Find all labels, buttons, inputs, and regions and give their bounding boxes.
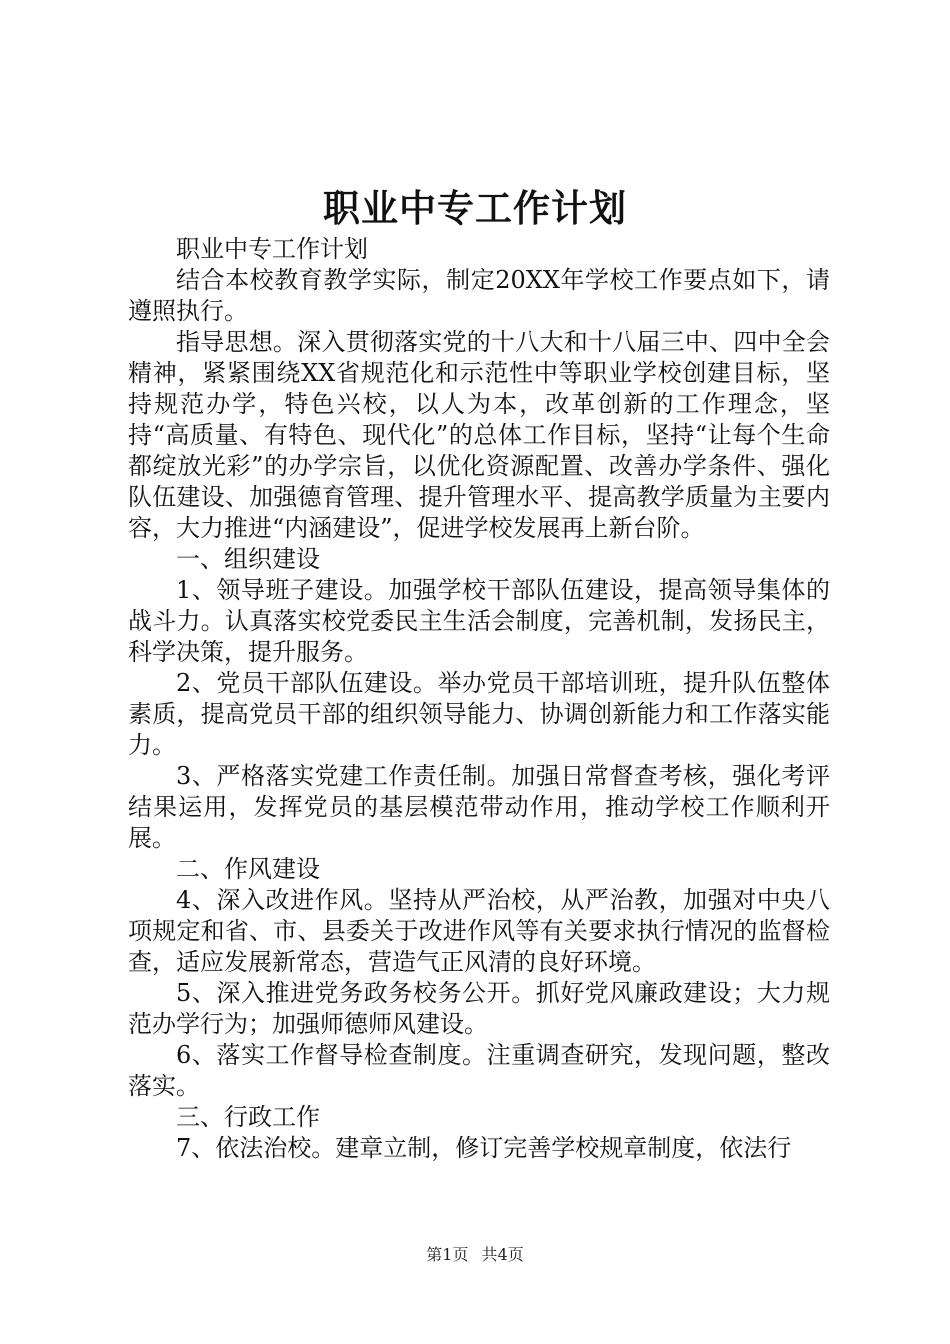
page-number: 第1页: [426, 1245, 469, 1264]
page-total: 共4页: [481, 1245, 524, 1264]
section-heading-style: 二、作风建设: [176, 855, 320, 883]
section-heading-organization: 一、组织建设: [176, 545, 320, 573]
paragraph-intro: 结合本校教育教学实际，制定20XX年学校工作要点如下，请遵照执行。: [128, 266, 830, 325]
paragraph-item-6: 6、落实工作督导检查制度。注重调查研究，发现问题，整改落实。: [128, 1041, 830, 1100]
paragraph-subtitle: 职业中专工作计划: [176, 235, 368, 263]
paragraph-item-1: 1、领导班子建设。加强学校干部队伍建设，提高领导集体的战斗力。认真落实校党委民主生活会制度，完善机制，发扬民主，科学决策，提升服务。: [128, 576, 830, 666]
section-heading-administration: 三、行政工作: [176, 1103, 320, 1131]
paragraph-guiding-thought: 指导思想。深入贯彻落实党的十八大和十八届三中、四中全会精神，紧紧围绕XX省规范化和示范性中等职业学校创建目标，坚持规范办学，特色兴校，以人为本，改革创新的工作理念，坚持“高质量、有特色、现代化”的总体工作目标，坚持“让每个生命都绽放光彩”的办学宗旨，以优化资源配置、改善办学条件、强化队伍建设、加强德育管理、提升管理水平、提高教学质量为主要内容，大力推进“内涵建设”，促进学校发展再上新台阶。: [128, 328, 830, 542]
paragraph-item-7: 7、依法治校。建章立制，修订完善学校规章制度，依法行: [176, 1134, 792, 1162]
paragraph-item-5: 5、深入推进党务政务校务公开。抓好党风廉政建设；大力规范办学行为；加强师德师风建设。: [128, 979, 830, 1038]
paragraph-item-3: 3、严格落实党建工作责任制。加强日常督查考核，强化考评结果运用，发挥党员的基层模范带动作用，推动学校工作顺利开展。: [128, 762, 830, 852]
document-title: 职业中专工作计划: [323, 186, 627, 230]
page-footer: [0, 1244, 950, 1266]
document-body: [128, 234, 830, 1164]
paragraph-item-2: 2、党员干部队伍建设。举办党员干部培训班，提升队伍整体素质，提高党员干部的组织领导能力、协调创新能力和工作落实能力。: [128, 669, 830, 759]
paragraph-item-4: 4、深入改进作风。坚持从严治校，从严治教，加强对中央八项规定和省、市、县委关于改进作风等有关要求执行情况的监督检查，适应发展新常态，营造气正风清的良好环境。: [128, 886, 830, 976]
